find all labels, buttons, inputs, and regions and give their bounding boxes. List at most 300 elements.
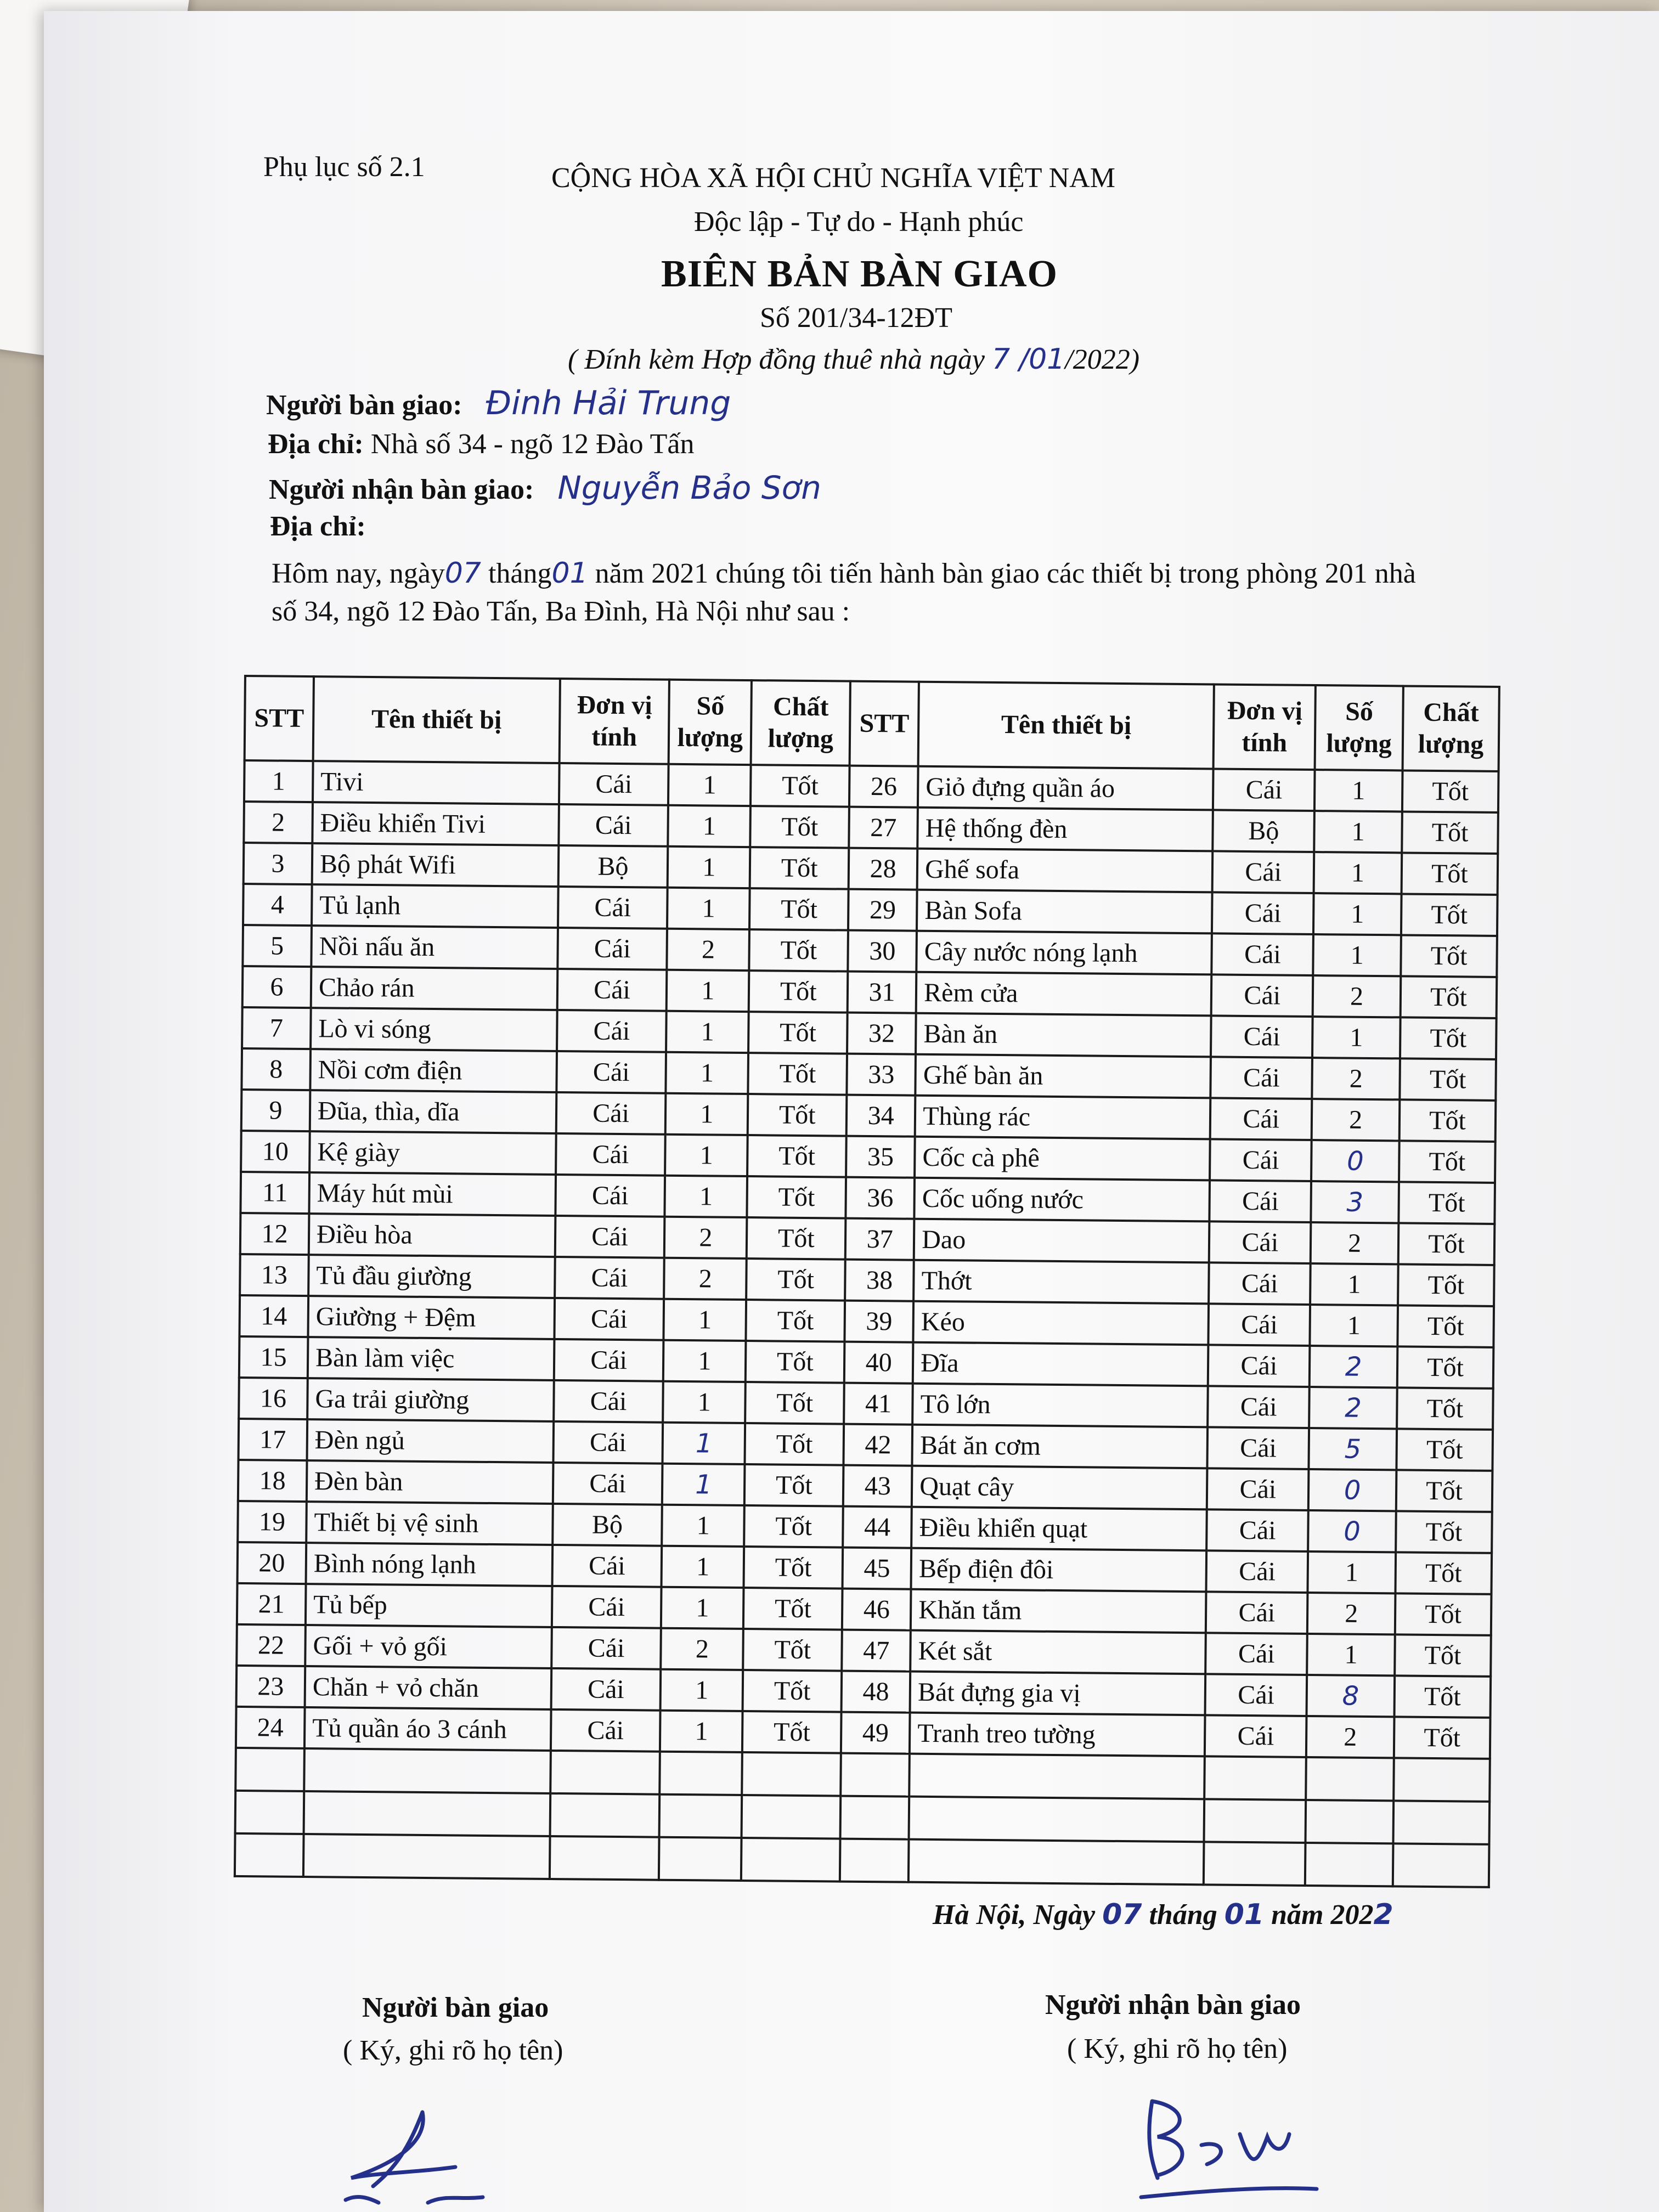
attachment-prefix: ( Đính kèm Hợp đồng thuê nhà ngày — [568, 344, 992, 375]
empty-cell — [550, 1793, 659, 1837]
table-cell: Cái — [551, 1627, 661, 1669]
table-cell: Tốt — [745, 1423, 844, 1465]
table-cell: 1 — [668, 847, 751, 888]
table-cell: Tủ lạnh — [312, 884, 558, 928]
table-cell: Bộ — [552, 1504, 662, 1546]
table-cell: 1 — [661, 1669, 743, 1711]
empty-cell — [840, 1839, 909, 1882]
table-cell: Rèm cửa — [916, 972, 1212, 1016]
table-cell: 1 — [665, 1176, 748, 1217]
appendix-label: Phụ lục số 2.1 — [263, 151, 425, 183]
table-cell: Bộ phát Wifi — [312, 843, 558, 887]
table-cell: 44 — [843, 1506, 912, 1548]
table-cell: Tốt — [743, 1629, 842, 1671]
giver-label: Người bàn giao: — [266, 390, 462, 421]
table-cell: Giỏ đựng quần áo — [918, 766, 1214, 810]
table-cell: 17 — [239, 1419, 308, 1460]
table-cell: 30 — [848, 930, 917, 972]
table-cell: Máy hút mùi — [309, 1172, 555, 1216]
table-cell: Tốt — [1398, 1223, 1495, 1265]
column-header: Chất lượng — [1403, 686, 1499, 771]
right-signature-title: Người nhận bàn giao — [1045, 1989, 1301, 2021]
table-cell: 2 — [1310, 1346, 1398, 1387]
table-cell: Cái — [1210, 1180, 1311, 1222]
closing-day-handwritten: 07 — [1102, 1898, 1142, 1931]
intro-day-handwritten: 07 — [444, 557, 481, 590]
empty-cell — [550, 1836, 659, 1880]
table-cell: Quạt cây — [912, 1466, 1207, 1510]
table-cell: 8 — [1307, 1675, 1395, 1717]
intro-line-1 — [272, 557, 1416, 590]
table-cell: Cái — [553, 1421, 663, 1464]
table-cell: Tốt — [1397, 1305, 1494, 1347]
empty-cell — [659, 1795, 742, 1838]
table-cell: Cái — [557, 928, 667, 970]
table-cell: 2 — [667, 929, 750, 970]
table-cell: 2 — [1312, 1058, 1400, 1099]
table-cell: Giường + Đệm — [308, 1296, 554, 1339]
column-header: Tên thiết bị — [918, 682, 1215, 769]
table-cell: Cái — [1213, 769, 1314, 811]
closing-date-line — [933, 1898, 1393, 1931]
table-cell: Bếp điện đôi — [911, 1548, 1207, 1592]
table-cell: Tốt — [1399, 1141, 1496, 1183]
table-cell: Tốt — [744, 1464, 843, 1506]
table-cell: Tốt — [744, 1505, 843, 1548]
table-cell: Két sắt — [910, 1630, 1206, 1674]
attachment-date-handwritten: 7 /01 — [991, 343, 1065, 376]
empty-cell — [304, 1791, 550, 1836]
table-cell: Tốt — [1394, 1717, 1491, 1759]
table-cell: Điều hòa — [309, 1214, 555, 1257]
table-cell: 22 — [236, 1624, 306, 1666]
empty-cell — [550, 1751, 660, 1795]
table-cell: Chăn + vỏ chăn — [305, 1666, 551, 1709]
table-cell: Tốt — [1402, 853, 1498, 895]
column-header: Số lượng — [669, 680, 752, 765]
table-cell: Tốt — [744, 1547, 843, 1589]
table-cell: 1 — [667, 970, 749, 1012]
table-cell: 7 — [242, 1007, 311, 1049]
table-cell: Cái — [554, 1298, 664, 1340]
table-cell: Cái — [1207, 1509, 1308, 1551]
table-cell: 1 — [1310, 1305, 1398, 1346]
table-cell: 3 — [244, 843, 313, 884]
country-name: CỘNG HÒA XÃ HỘI CHỦ NGHĨA VIỆT NAM — [551, 162, 1115, 194]
table-cell: 1 — [663, 1340, 746, 1382]
document-number: Số 201/34-12ĐT — [760, 302, 952, 334]
table-cell: Tốt — [750, 847, 849, 889]
table-cell: Cái — [556, 1133, 665, 1176]
table-cell: Tốt — [751, 806, 849, 848]
table-cell: Tốt — [748, 1012, 847, 1054]
table-cell: Cái — [1205, 1715, 1306, 1757]
table-cell: Tốt — [1397, 1429, 1493, 1471]
table-cell: Tốt — [747, 1176, 846, 1218]
table-cell: 2 — [1311, 1222, 1399, 1264]
closing-year-label: năm 202 — [1264, 1899, 1374, 1931]
table-cell: 11 — [240, 1172, 309, 1214]
table-cell: Tốt — [1395, 1593, 1492, 1635]
giver-line — [266, 384, 731, 422]
table-cell: Chảo rán — [311, 967, 557, 1010]
empty-cell — [660, 1752, 743, 1795]
table-cell: Điều khiển Tivi — [312, 802, 558, 845]
table-cell: Tốt — [1398, 1264, 1494, 1306]
table-cell: 2 — [1313, 975, 1401, 1017]
table-cell: 1 — [666, 1011, 749, 1053]
table-cell: 1 — [1314, 852, 1402, 894]
table-cell: Tivi — [313, 761, 559, 804]
table-cell: 15 — [239, 1336, 308, 1378]
table-cell: Kệ giày — [309, 1131, 556, 1175]
table-cell: 1 — [1310, 1263, 1398, 1305]
table-cell: Thớt — [913, 1260, 1209, 1304]
table-cell: Dao — [914, 1219, 1210, 1263]
table-cell: Bộ — [1213, 810, 1314, 852]
table-cell: Cái — [555, 1216, 665, 1258]
table-cell: 27 — [849, 807, 918, 849]
table-cell: 4 — [243, 884, 312, 926]
table-cell: Tốt — [746, 1259, 845, 1301]
table-cell: 1 — [1312, 1017, 1401, 1058]
table-cell: 13 — [240, 1254, 309, 1296]
table-cell: Cái — [1211, 1057, 1312, 1099]
table-cell: 8 — [241, 1048, 311, 1090]
table-cell: Tốt — [751, 765, 849, 807]
table-cell: 20 — [238, 1542, 307, 1584]
table-cell: Cái — [1206, 1550, 1308, 1593]
table-cell: Bàn Sofa — [917, 890, 1212, 934]
table-cell: 1 — [667, 888, 750, 929]
table-cell: Bát ăn cơm — [912, 1425, 1208, 1469]
table-cell: Cái — [556, 1051, 666, 1093]
table-cell: 40 — [844, 1342, 913, 1384]
table-cell: Nồi cơm điện — [310, 1049, 556, 1092]
table-cell: Cái — [556, 1092, 665, 1135]
table-cell: Tốt — [1396, 1552, 1492, 1594]
table-cell: Cái — [1209, 1304, 1310, 1346]
table-cell: 2 — [1307, 1593, 1396, 1634]
table-cell: Cái — [558, 887, 668, 929]
table-cell: 34 — [847, 1095, 916, 1137]
table-cell: Tô lớn — [912, 1384, 1208, 1427]
empty-cell — [742, 1795, 841, 1839]
table-cell: Tốt — [1398, 1182, 1495, 1224]
table-cell: Cái — [1208, 1386, 1310, 1428]
table-cell: Tốt — [1401, 976, 1497, 1018]
intro-text-rest: năm 2021 chúng tôi tiến hành bàn giao các thiết bị trong phòng 201 nhà — [595, 558, 1416, 589]
attachment-suffix: /2022) — [1065, 344, 1140, 375]
table-header-row — [245, 676, 1499, 771]
table-cell: 1 — [1307, 1634, 1395, 1675]
table-cell: Đèn ngủ — [307, 1419, 553, 1463]
national-motto: Độc lập - Tự do - Hạnh phúc — [694, 206, 1024, 238]
empty-cell — [1393, 1843, 1489, 1887]
table-cell: 46 — [842, 1589, 911, 1630]
table-cell: 33 — [847, 1054, 916, 1096]
table-cell: Tốt — [743, 1588, 842, 1630]
table-cell: 2 — [244, 802, 313, 843]
left-signature-title: Người bàn giao — [362, 1992, 549, 2023]
table-cell: Cái — [1211, 974, 1313, 1017]
table-cell: Tủ đầu giường — [308, 1255, 555, 1298]
table-cell: 1 — [1313, 893, 1402, 935]
table-cell: 2 — [1309, 1387, 1397, 1429]
empty-cell — [840, 1753, 910, 1797]
empty-cell — [1204, 1799, 1306, 1843]
table-cell: Cái — [557, 1010, 667, 1052]
table-cell: Tốt — [748, 1094, 847, 1136]
table-cell: Cái — [557, 969, 667, 1011]
table-cell: Kéo — [913, 1301, 1209, 1345]
table-cell: Tốt — [745, 1382, 844, 1424]
right-signature-note: ( Ký, ghi rõ họ tên) — [1067, 2033, 1288, 2064]
table-cell: Đèn bàn — [307, 1460, 553, 1504]
table-cell: Cái — [555, 1175, 665, 1217]
table-cell: Bộ — [558, 845, 668, 888]
closing-year-handwritten: 2 — [1373, 1898, 1393, 1931]
table-cell: Ga trải giường — [307, 1378, 554, 1421]
table-cell: 23 — [236, 1666, 306, 1707]
handover-document — [44, 11, 1659, 2212]
empty-cell — [909, 1839, 1204, 1885]
intro-text-month: tháng — [488, 558, 552, 589]
table-cell: 3 — [1311, 1181, 1400, 1223]
table-cell: 1 — [662, 1546, 744, 1588]
table-cell: Cái — [552, 1586, 662, 1628]
attachment-note — [568, 343, 1139, 376]
table-cell: Cái — [1205, 1674, 1307, 1716]
receiver-label: Người nhận bàn giao: — [269, 474, 534, 505]
table-cell: 0 — [1311, 1140, 1400, 1182]
table-cell: 29 — [848, 889, 917, 931]
table-cell: 18 — [238, 1460, 307, 1502]
closing-month-handwritten: 01 — [1224, 1898, 1265, 1931]
left-signature-note: ( Ký, ghi rõ họ tên) — [343, 2035, 563, 2066]
page-title: BIÊN BẢN BÀN GIAO — [661, 253, 1058, 295]
column-header: Tên thiết bị — [313, 676, 560, 763]
table-cell: Cốc uống nước — [915, 1178, 1210, 1222]
table-cell: 35 — [846, 1136, 915, 1178]
table-cell: Điều khiển quạt — [911, 1507, 1207, 1551]
table-cell: 28 — [849, 848, 918, 890]
table-cell: 32 — [847, 1013, 916, 1054]
table-cell: 10 — [241, 1131, 310, 1172]
empty-cell — [742, 1752, 842, 1796]
empty-cell — [1306, 1800, 1394, 1843]
table-cell: 9 — [241, 1090, 311, 1131]
empty-cell — [1204, 1842, 1305, 1886]
table-cell: 1 — [662, 1464, 745, 1505]
table-cell: 42 — [844, 1424, 913, 1466]
table-cell: 0 — [1308, 1510, 1396, 1552]
giver-address: Nhà số 34 - ngõ 12 Đào Tấn — [370, 428, 695, 460]
empty-cell — [1393, 1801, 1490, 1844]
giver-address-label: Địa chỉ: — [268, 428, 364, 460]
table-cell: 1 — [1313, 934, 1401, 976]
table-cell: Tốt — [1402, 770, 1499, 812]
table-cell: Tốt — [1401, 894, 1498, 936]
closing-month-label: tháng — [1142, 1899, 1224, 1931]
table-cell: Ghế sofa — [917, 849, 1213, 893]
table-cell: 2 — [1312, 1099, 1400, 1141]
empty-cell — [909, 1754, 1205, 1799]
table-cell: 47 — [842, 1630, 911, 1672]
empty-cell — [909, 1797, 1205, 1842]
table-cell: 43 — [843, 1465, 912, 1507]
table-cell: Tốt — [1400, 1058, 1496, 1101]
table-cell: Cây nước nóng lạnh — [916, 931, 1212, 975]
table-cell: Lò vi sóng — [311, 1008, 557, 1051]
empty-cell — [235, 1748, 304, 1791]
table-cell: 14 — [239, 1295, 308, 1337]
table-cell: Đũa, thìa, dĩa — [310, 1090, 556, 1133]
table-cell: Nồi nấu ăn — [311, 926, 557, 969]
table-cell: Cái — [552, 1545, 662, 1587]
intro-text-day: Hôm nay, ngày — [272, 558, 445, 589]
column-header: Số lượng — [1315, 685, 1403, 770]
table-cell: Khăn tắm — [911, 1589, 1206, 1633]
receiver-address-label: Địa chỉ: — [270, 511, 366, 542]
table-cell: 37 — [845, 1218, 915, 1260]
intro-month-handwritten: 01 — [551, 557, 588, 590]
left-signature-scribble — [318, 2090, 538, 2212]
table-cell: Cái — [1210, 1139, 1311, 1181]
empty-cell — [303, 1834, 550, 1879]
table-cell: Tốt — [1395, 1675, 1491, 1718]
giver-address-line — [268, 428, 695, 460]
table-cell: 48 — [842, 1671, 911, 1713]
table-cell: Cái — [559, 763, 669, 805]
table-cell: Cốc cà phê — [915, 1137, 1210, 1181]
table-cell: 16 — [239, 1378, 308, 1419]
closing-place: Hà Nội, Ngày — [933, 1899, 1103, 1931]
table-cell: 5 — [242, 925, 312, 967]
table-cell: 21 — [237, 1583, 306, 1625]
table-cell: Tủ quần áo 3 cánh — [304, 1707, 551, 1751]
table-cell: Cái — [555, 1257, 664, 1299]
table-cell: 45 — [843, 1548, 912, 1589]
table-cell: Tốt — [749, 929, 848, 972]
table-cell: 36 — [846, 1177, 915, 1219]
table-cell: Tốt — [747, 1217, 845, 1260]
table-cell: 6 — [242, 966, 312, 1008]
table-cell: 1 — [663, 1381, 746, 1423]
table-cell: Thùng rác — [915, 1096, 1211, 1139]
table-cell: 2 — [664, 1258, 747, 1300]
column-header: STT — [245, 676, 314, 761]
table-cell: Tốt — [1400, 1099, 1496, 1142]
table-cell: 1 — [668, 764, 751, 806]
table-cell: 2 — [1306, 1716, 1395, 1758]
column-header: Chất lượng — [751, 680, 850, 766]
table-cell: Tốt — [748, 1053, 847, 1095]
table-cell: 1 — [1314, 770, 1403, 811]
empty-cell — [1393, 1758, 1490, 1802]
empty-cell — [840, 1796, 910, 1839]
table-cell: Tốt — [1397, 1346, 1494, 1389]
table-cell: 1 — [661, 1587, 744, 1629]
table-cell: 1 — [663, 1423, 746, 1464]
table-cell: 1 — [244, 760, 313, 802]
table-cell: Tốt — [749, 970, 848, 1013]
table-cell: 24 — [236, 1707, 305, 1748]
table-cell: Tốt — [1400, 1017, 1497, 1059]
empty-cell — [235, 1791, 304, 1834]
table-cell: Cái — [551, 1709, 661, 1752]
table-cell: 49 — [841, 1712, 910, 1754]
table-cell: Cái — [1212, 933, 1313, 975]
table-cell: Đĩa — [913, 1342, 1209, 1386]
table-cell: Gối + vỏ gối — [305, 1625, 551, 1668]
table-cell: Cái — [1206, 1592, 1307, 1634]
table-cell: Cái — [1212, 892, 1313, 934]
empty-cell — [304, 1748, 550, 1793]
table-cell: Cái — [1211, 1015, 1312, 1058]
table-cell: 1 — [668, 805, 751, 847]
empty-cell — [1306, 1757, 1394, 1801]
table-cell: Cái — [1212, 851, 1314, 893]
table-cell: 1 — [664, 1299, 747, 1341]
table-cell: Tốt — [1396, 1511, 1492, 1553]
table-cell: 1 — [1308, 1551, 1396, 1593]
table-cell: Tốt — [1397, 1387, 1493, 1430]
table-cell: 1 — [665, 1093, 748, 1135]
receiver-name-handwritten: Nguyễn Bảo Sơn — [557, 469, 821, 506]
empty-cell — [235, 1833, 304, 1877]
table-cell: Tốt — [1395, 1634, 1491, 1677]
table-cell: Tốt — [749, 888, 848, 930]
table-cell: 2 — [664, 1217, 747, 1259]
table-cell: 41 — [844, 1383, 913, 1425]
table-cell: Tủ bếp — [306, 1584, 552, 1627]
table-cell: 1 — [1314, 811, 1402, 853]
table-cell: Cái — [1209, 1262, 1311, 1305]
equipment-table — [234, 675, 1500, 1888]
column-header: Đơn vị tính — [559, 679, 669, 764]
table-cell: 1 — [666, 1052, 749, 1094]
table-cell: Cái — [554, 1380, 663, 1423]
table-cell: 26 — [849, 766, 918, 808]
table-cell: Cái — [553, 1463, 663, 1505]
empty-cell — [659, 1837, 742, 1881]
table-cell: Tốt — [1402, 811, 1498, 854]
table-cell: Tranh treo tường — [910, 1713, 1205, 1757]
column-header: Đơn vị tính — [1214, 684, 1316, 770]
table-cell: Cái — [558, 804, 668, 847]
table-cell: Cái — [1210, 1098, 1312, 1140]
table-cell: Thiết bị vệ sinh — [306, 1502, 552, 1545]
column-header: STT — [850, 681, 919, 766]
table-cell: Tốt — [1396, 1470, 1493, 1512]
table-cell: Hệ thống đèn — [917, 808, 1213, 851]
empty-cell — [741, 1838, 840, 1882]
table-cell: Tốt — [746, 1341, 844, 1383]
table-cell: Bàn ăn — [916, 1013, 1211, 1057]
giver-name-handwritten: Đinh Hải Trung — [486, 384, 731, 422]
table-cell: 2 — [661, 1628, 744, 1670]
table-cell: 0 — [1308, 1469, 1397, 1511]
right-signature-scribble — [1119, 2085, 1350, 2212]
table-cell: Tốt — [743, 1670, 842, 1712]
table-cell: Cái — [554, 1339, 664, 1381]
table-cell: Tốt — [742, 1711, 841, 1753]
table-cell: Cái — [551, 1668, 661, 1711]
table-cell: Cái — [1209, 1221, 1311, 1263]
table-cell: 1 — [665, 1135, 748, 1176]
table-cell: Tốt — [1401, 935, 1497, 977]
